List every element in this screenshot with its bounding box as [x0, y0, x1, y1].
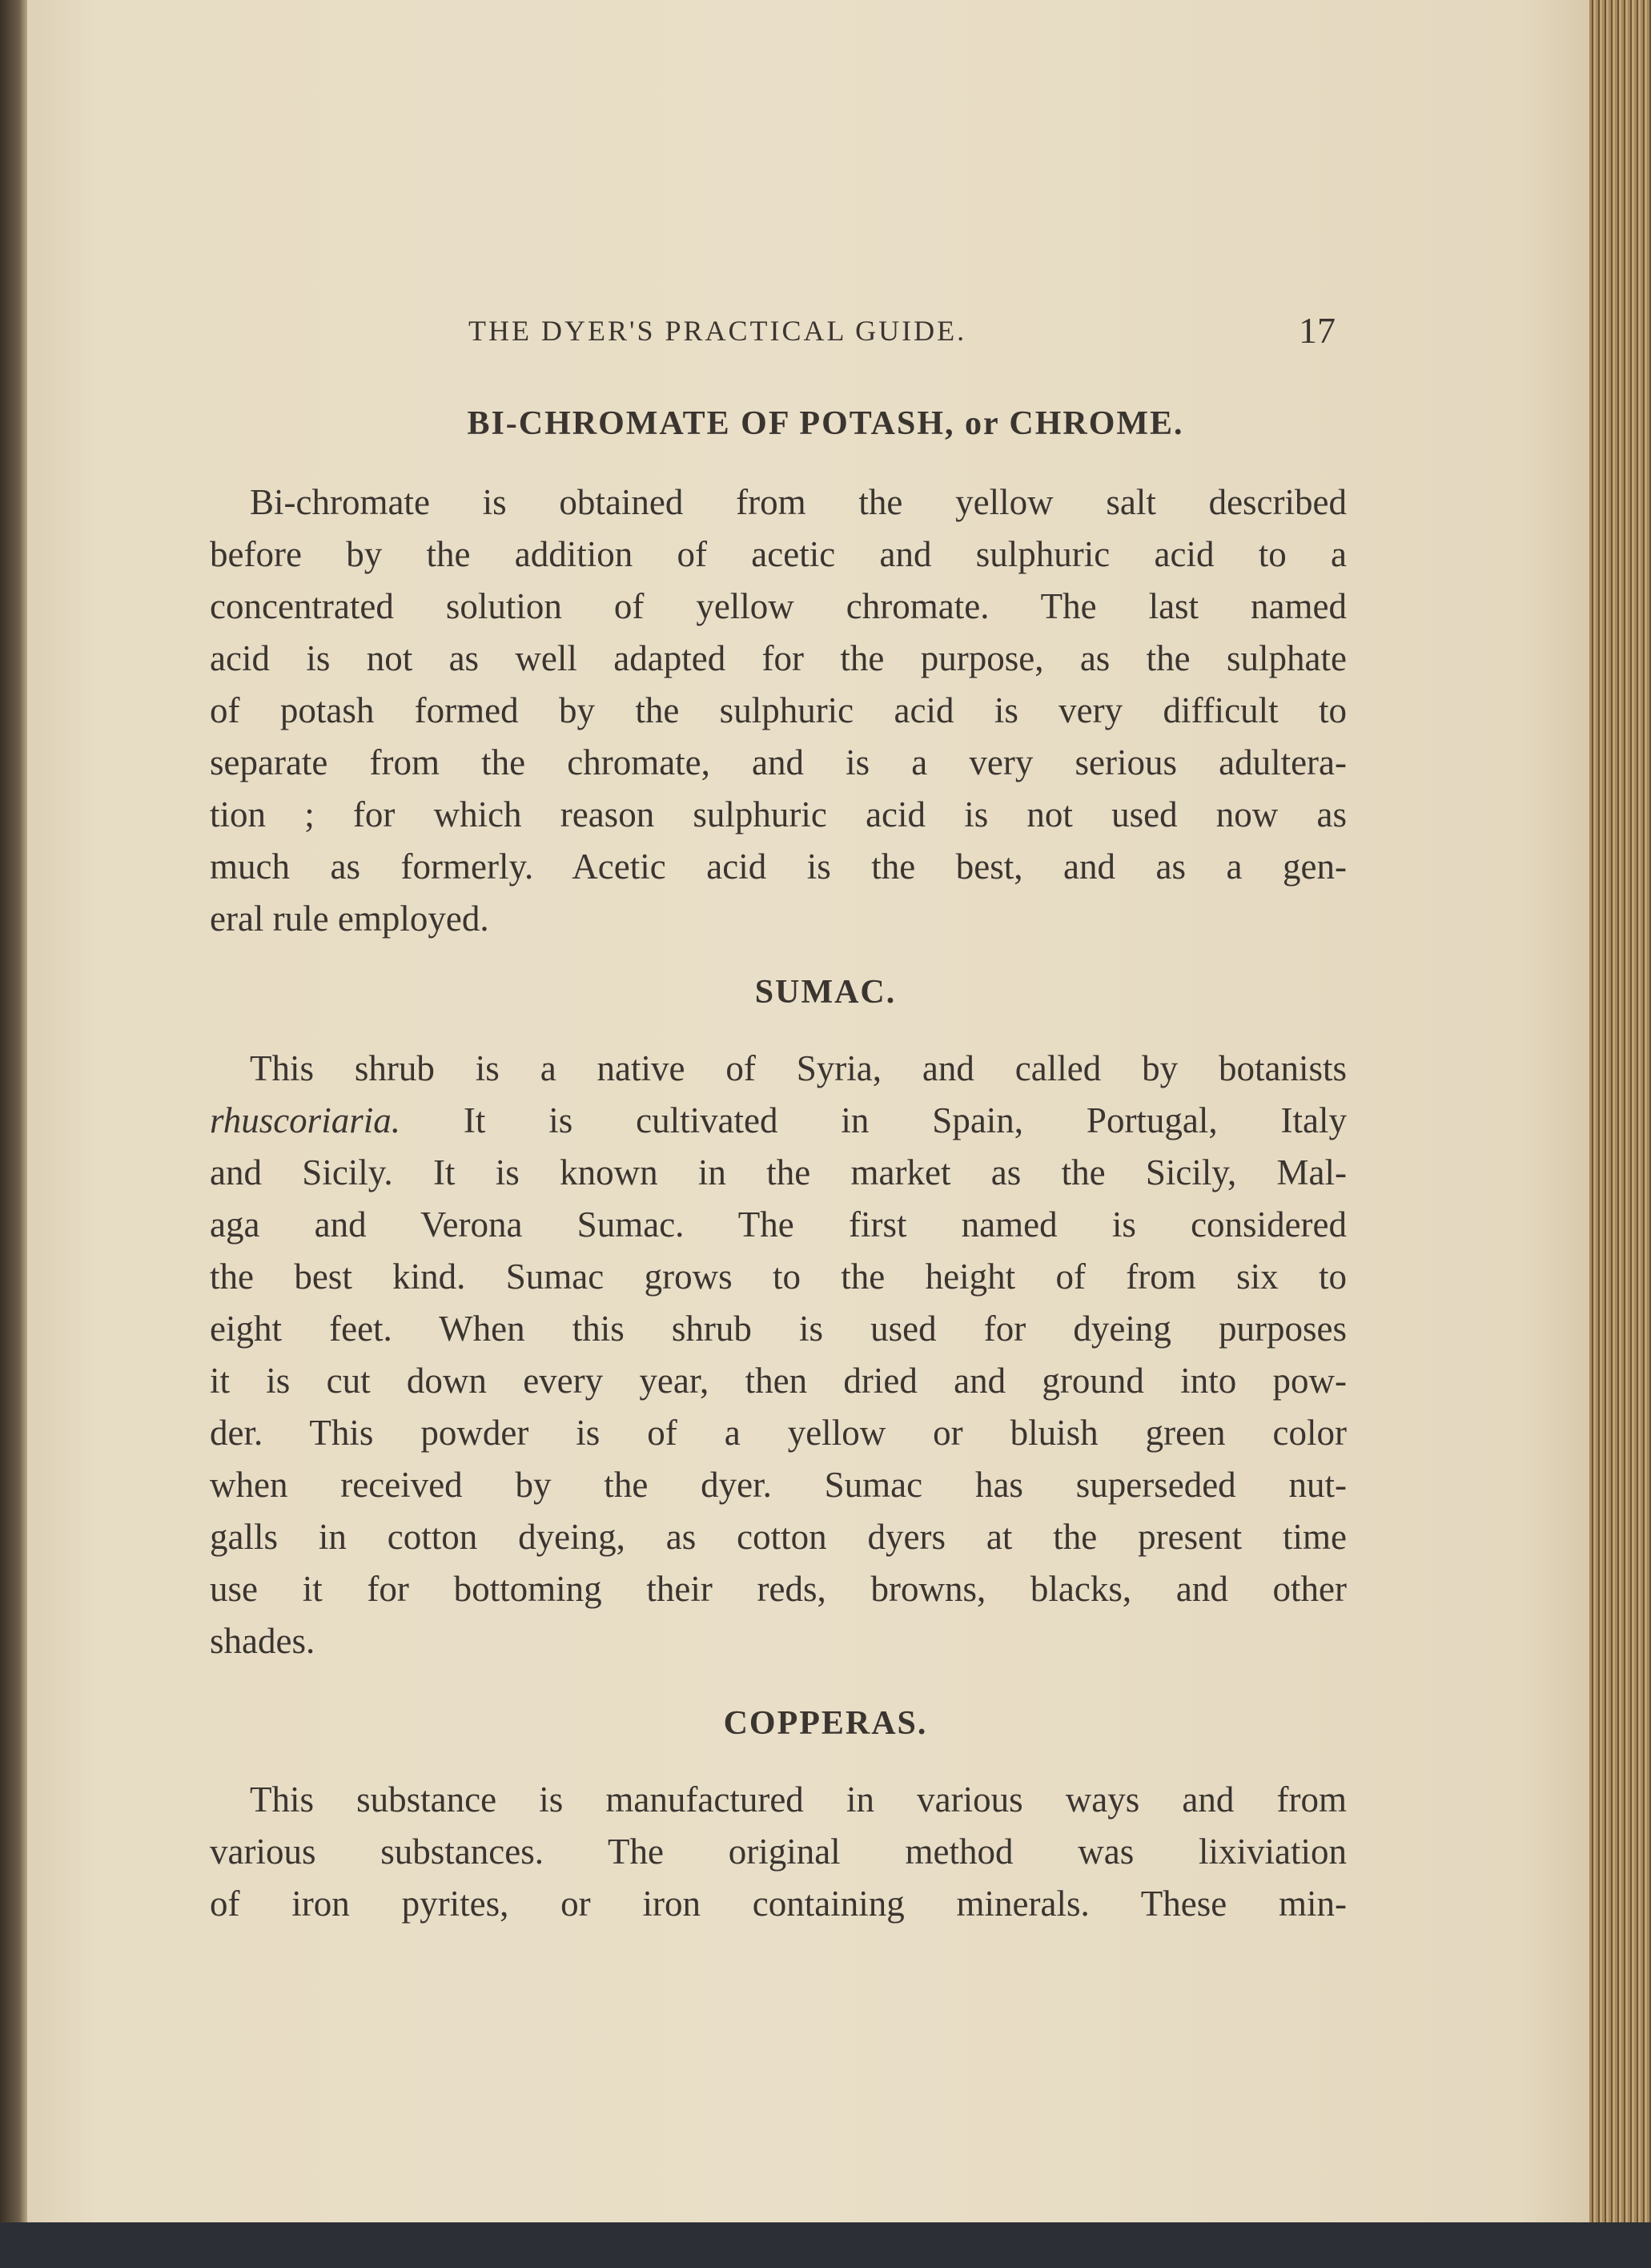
section-heading-bichromate: BI-CHROMATE OF POTASH, or CHROME.: [467, 405, 1184, 442]
text-line: This shrub is a native of Syria, and called by botanists: [250, 1048, 1347, 1088]
text-line: Bi-chromate is obtained from the yellow salt described: [250, 482, 1347, 522]
background-strip: [0, 2222, 1651, 2268]
page-edges: [1589, 0, 1651, 2234]
text-line: eral rule employed.: [210, 899, 489, 939]
text-line: rhuscoriaria. It is cultivated in Spain, Portugal, Italy: [210, 1100, 1347, 1140]
text-line: acid is not as well adapted for the purpose, as the sulphate: [210, 638, 1347, 678]
text-line: of iron pyrites, or iron containing minerals. These min-: [210, 1884, 1347, 1924]
paragraph-copperas: [210, 1774, 1347, 1930]
text-line: concentrated solution of yellow chromate. The last named: [210, 586, 1347, 626]
text-line: galls in cotton dyeing, as cotton dyers at the present time: [210, 1517, 1347, 1557]
text-line: use it for bottoming their reds, browns, blacks, and other: [210, 1569, 1347, 1609]
text-line: of potash formed by the sulphuric acid is very difficult to: [210, 690, 1347, 730]
text-line: it is cut down every year, then dried and ground into pow-: [210, 1361, 1347, 1401]
paragraph-sumac: [210, 1043, 1347, 1667]
running-header: THE DYER'S PRACTICAL GUIDE.: [468, 315, 967, 347]
paragraph-bichromate: [210, 477, 1347, 945]
text-line: various substances. The original method was lixiviation: [210, 1832, 1347, 1872]
text-line: shades.: [210, 1621, 315, 1661]
text-line: the best kind. Sumac grows to the height of from six to: [210, 1257, 1347, 1297]
text-line: This substance is manufactured in various ways and from: [250, 1779, 1347, 1820]
text-line: much as formerly. Acetic acid is the best, and as a gen-: [210, 846, 1347, 887]
text-line: before by the addition of acetic and sulphuric acid to a: [210, 534, 1347, 574]
book-spine: [0, 0, 27, 2268]
text-line: der. This powder is of a yellow or bluish green color: [210, 1413, 1347, 1453]
text-line: when received by the dyer. Sumac has superseded nut-: [210, 1465, 1347, 1505]
text-line: separate from the chromate, and is a very serious adultera-: [210, 742, 1347, 782]
text-line: aga and Verona Sumac. The first named is considered: [210, 1204, 1347, 1245]
text-line: and Sicily. It is known in the market as the Sicily, Mal-: [210, 1152, 1347, 1192]
section-heading-sumac: SUMAC.: [754, 974, 897, 1011]
text-line: eight feet. When this shrub is used for dyeing purposes: [210, 1309, 1347, 1349]
text-line: tion ; for which reason sulphuric acid is not used now as: [210, 794, 1347, 834]
page-number: 17: [1299, 310, 1336, 351]
section-heading-copperas: COPPERAS.: [723, 1705, 928, 1742]
